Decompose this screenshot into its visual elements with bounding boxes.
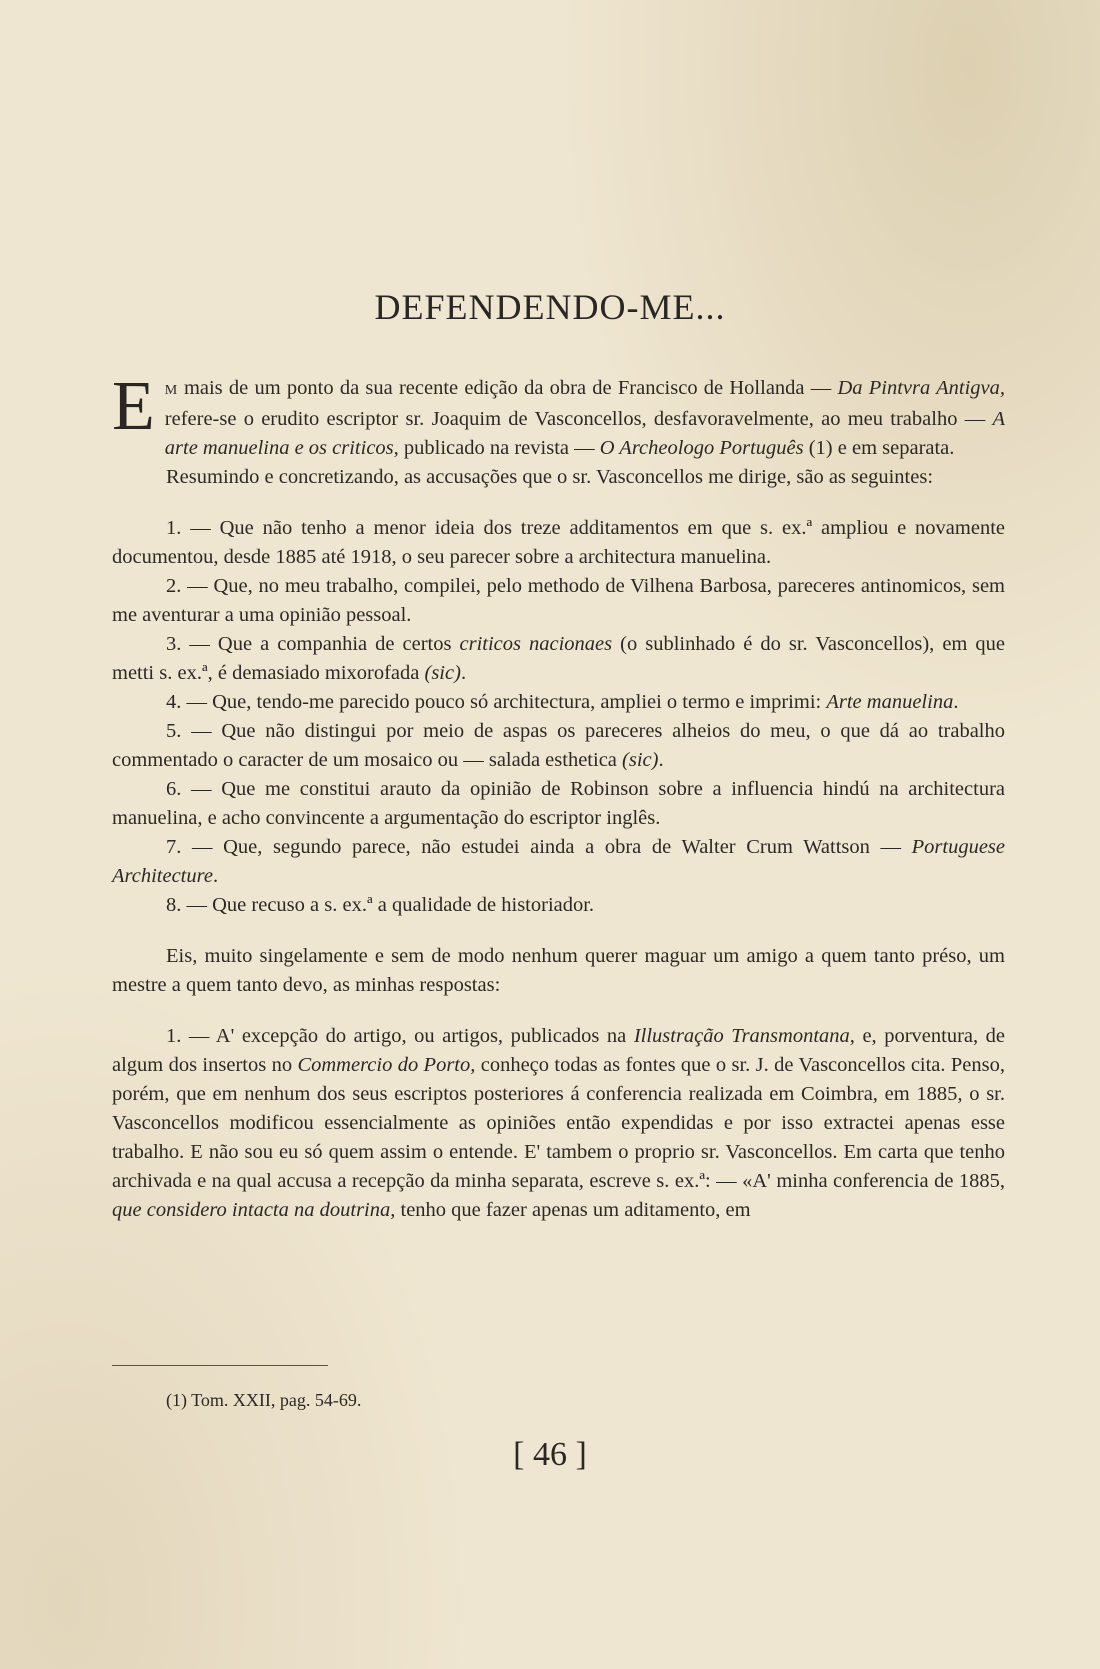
page-number: [ 46 ] xyxy=(513,1436,587,1473)
accusation-4-italic: Arte manuelina xyxy=(826,691,954,713)
intro-text-2: refere-se o erudito escriptor sr. Joaquim de Vasconcellos, desfavoravelmente, ao meu trabalho — xyxy=(164,408,993,430)
accusation-1: 1. — Que não tenho a menor ideia dos treze additamentos em que s. ex.ª ampliou e novamente documentou, desde 1885 até 1918, o seu parecer sobre a architectura manuelina. xyxy=(112,517,1005,568)
accusation-3-italic: criticos nacionaes xyxy=(459,633,613,655)
answer-text-1: 1. — A' excepção do artigo, ou artigos, publicados na xyxy=(166,1025,634,1047)
intro-smallcap: M xyxy=(164,383,178,398)
accusation-3-text-2: (o sublinhado é do sr. Vasconcellos), em que metti s. ex.ª, é demasiado mixorofada xyxy=(112,633,1005,684)
accusation-5-end: . xyxy=(658,749,664,771)
accusation-6: 6. — Que me constitui arauto da opinião de Robinson sobre a influencia hindú na architectura manuelina, e acho convincente a argumentação do escriptor inglês. xyxy=(112,778,1005,829)
intro-italic-2: A arte manuelina e os criticos, xyxy=(164,408,1005,459)
accusation-2: 2. — Que, no meu trabalho, compilei, pelo methodo de Vilhena Barbosa, pareceres antinomicos, sem me aventurar a uma opinião pessoal. xyxy=(112,575,1005,626)
accusation-7-text: 7. — Que, segundo parece, não estudei ainda a obra de Walter Crum Wattson — xyxy=(166,836,912,858)
footnote-rule xyxy=(112,1365,328,1366)
answer-text-4: tenho que fazer apenas um aditamento, em xyxy=(395,1199,751,1221)
intro-italic-1: Da Pintvra Antigva, xyxy=(837,377,1006,399)
answer-text-3: conheço todas as fontes que o sr. J. de Vasconcellos cita. Penso, porém, que em nenhum dos seus escriptos posteriores á conferencia realizada em Coimbra, em 1885, o sr. Vasconcellos modificou essencialmente as opiniões então expendidas e por isso extractei apenas esse trabalho. E não sou eu só quem assim o entende. E' tambem o proprio sr. Vasconcellos. Em carta que tenho archivada e na qual accusa a recepção da minha separata, escreve s. ex.ª: — «A' minha conferencia de 1885, xyxy=(112,1054,1005,1192)
accusation-7 xyxy=(112,833,1005,891)
accusation-3-sic: (sic) xyxy=(424,662,461,684)
accusation-5 xyxy=(112,717,1005,775)
answer-italic-3: que considero intacta na doutrina, xyxy=(112,1199,396,1221)
drop-cap: E xyxy=(112,368,155,445)
accusation-7-end: . xyxy=(212,865,219,887)
intro-text-4: (1) e em separata. xyxy=(803,437,955,459)
accusation-7-italic: Portuguese Architecture xyxy=(112,836,1005,887)
accusation-4-end: . xyxy=(953,691,959,713)
answer-italic-2: Commercio do Porto, xyxy=(297,1054,476,1076)
footnote: (1) Tom. XXII, pag. 54-69. xyxy=(166,1390,362,1410)
answer-italic-1: Illustração Transmontana, xyxy=(633,1025,855,1047)
answer-1 xyxy=(112,1022,1005,1225)
eis-paragraph: Eis, muito singelamente e sem de modo nenhum querer maguar um amigo a quem tanto préso, um mestre a quem tanto devo, as minhas respostas: xyxy=(112,945,1005,996)
accusation-8: 8. — Que recuso a s. ex.ª a qualidade de historiador. xyxy=(166,894,595,916)
accusation-4-text: 4. — Que, tendo-me parecido pouco só architectura, ampliei o termo e imprimi: xyxy=(166,691,827,713)
accusation-4 xyxy=(112,688,1005,717)
intro-text-1: mais de um ponto da sua recente edição da obra de Francisco de Hollanda — xyxy=(177,377,838,399)
article-title: DEFENDENDO-ME... xyxy=(374,287,726,327)
intro-italic-3: O Archeologo Português xyxy=(599,437,804,459)
accusation-3 xyxy=(112,630,1005,688)
article-body xyxy=(112,368,1006,1225)
accusation-3-end: . xyxy=(460,662,467,684)
resumo-paragraph: Resumindo e concretizando, as accusações que o sr. Vasconcellos me dirige, são as seguintes: xyxy=(166,466,934,488)
intro-text-3: publicado na revista — xyxy=(398,437,600,459)
answer-text-2: e, porventura, de algum dos insertos no xyxy=(112,1025,1006,1076)
intro-paragraph xyxy=(112,368,1006,463)
accusation-5-sic: (sic) xyxy=(622,749,659,771)
accusation-3-text: 3. — Que a companhia de certos xyxy=(166,633,460,655)
accusation-5-text: 5. — Que não distingui por meio de aspas os pareceres alheios do meu, o que dá ao trabalho commentado o caracter de um mosaico ou — salada esthetica xyxy=(112,720,1005,771)
